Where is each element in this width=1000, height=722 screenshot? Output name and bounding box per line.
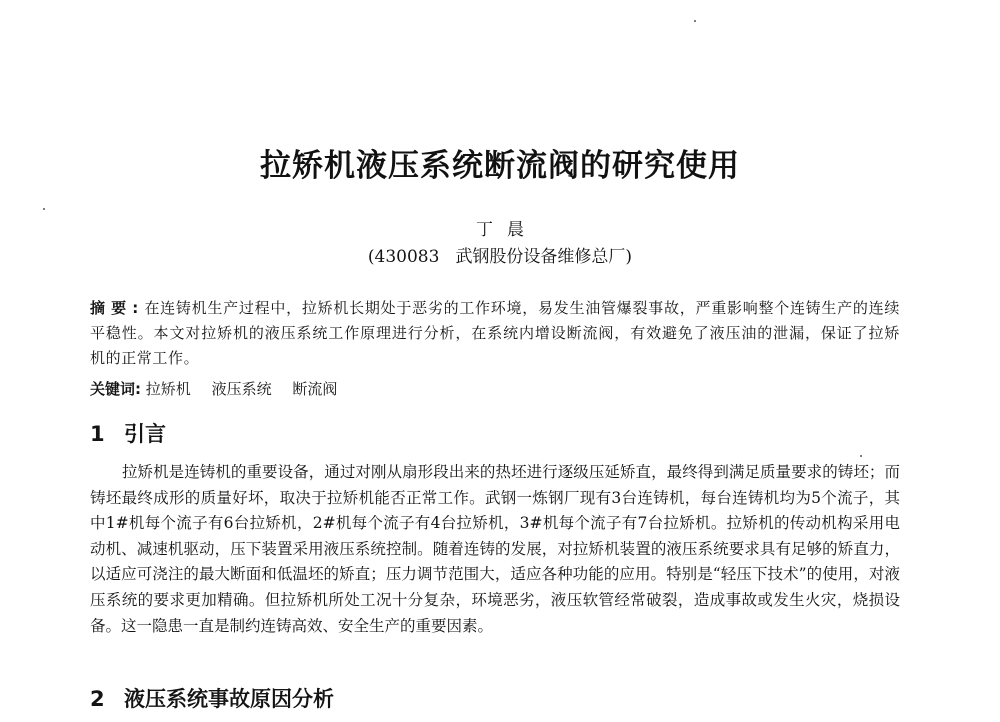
abstract-text: 在连铸机生产过程中，拉矫机长期处于恶劣的工作环境，易发生油管爆裂事故，严重影响整个连铸生产的连续平稳性。本文对拉矫机的液压系统工作原理进行分析，在系统内增设断流阀，有效避免了液压油的泄漏，保证了拉矫机的正常工作。 (90, 299, 901, 367)
scan-speck (43, 208, 45, 210)
section-title: 液压系统事故原因分析 (124, 687, 334, 711)
keywords-label: 关键词: (90, 380, 141, 398)
paper-title: 拉矫机液压系统断流阀的研究使用 (260, 148, 740, 184)
affiliation-name: 武钢股份设备维修总厂) (455, 247, 633, 267)
scan-speck (694, 20, 696, 22)
affiliation-postal-code: (430083 (367, 247, 440, 267)
scan-speck (860, 455, 862, 457)
abstract-label: 摘要: (90, 299, 145, 317)
introduction-paragraph: 拉矫机是连铸机的重要设备，通过对刚从扇形段出来的热坯进行逐级压延矫直，最终得到满足质量要求的铸坯；而铸坯最终成形的质量好坏，取决于拉矫机能否正常工作。武钢一炼钢厂现有3台连铸机，每台连铸机均为5个流子，其中1#机每个流子有6台拉矫机，2#机每个流子有4台拉矫机，3#机每个流子有7台拉矫机。拉矫机的传动机构采用电动机、减速机驱动，压下装置采用液压系统控制。随着连铸的发展，对拉矫机装置的液压系统要求具有足够的矫直力，以适应可浇注的最大断面和低温坯的矫直；压力调节范围大，适应各种功能的应用。特别是“轻压下技术”的使用，对液压系统的要求更加精确。但拉矫机所处工况十分复杂，环境恶劣，液压软管经常破裂，造成事故或发生火灾，烧损设备。这一隐患一直是制约连铸高效、安全生产的重要因素。 (90, 463, 900, 635)
section-heading-introduction (90, 418, 166, 448)
author-affiliation (0, 242, 1000, 267)
author-name: 丁晨 (476, 220, 538, 240)
abstract (90, 296, 900, 371)
keyword-item: 断流阀 (292, 380, 338, 398)
keyword-item: 拉矫机 (145, 380, 191, 398)
section-number: 2 (90, 687, 105, 711)
keywords (90, 377, 900, 402)
section-title: 引言 (124, 422, 166, 446)
keyword-item: 液压系统 (211, 380, 272, 398)
section-number: 1 (90, 422, 105, 446)
section-heading-failure-analysis (90, 683, 334, 713)
